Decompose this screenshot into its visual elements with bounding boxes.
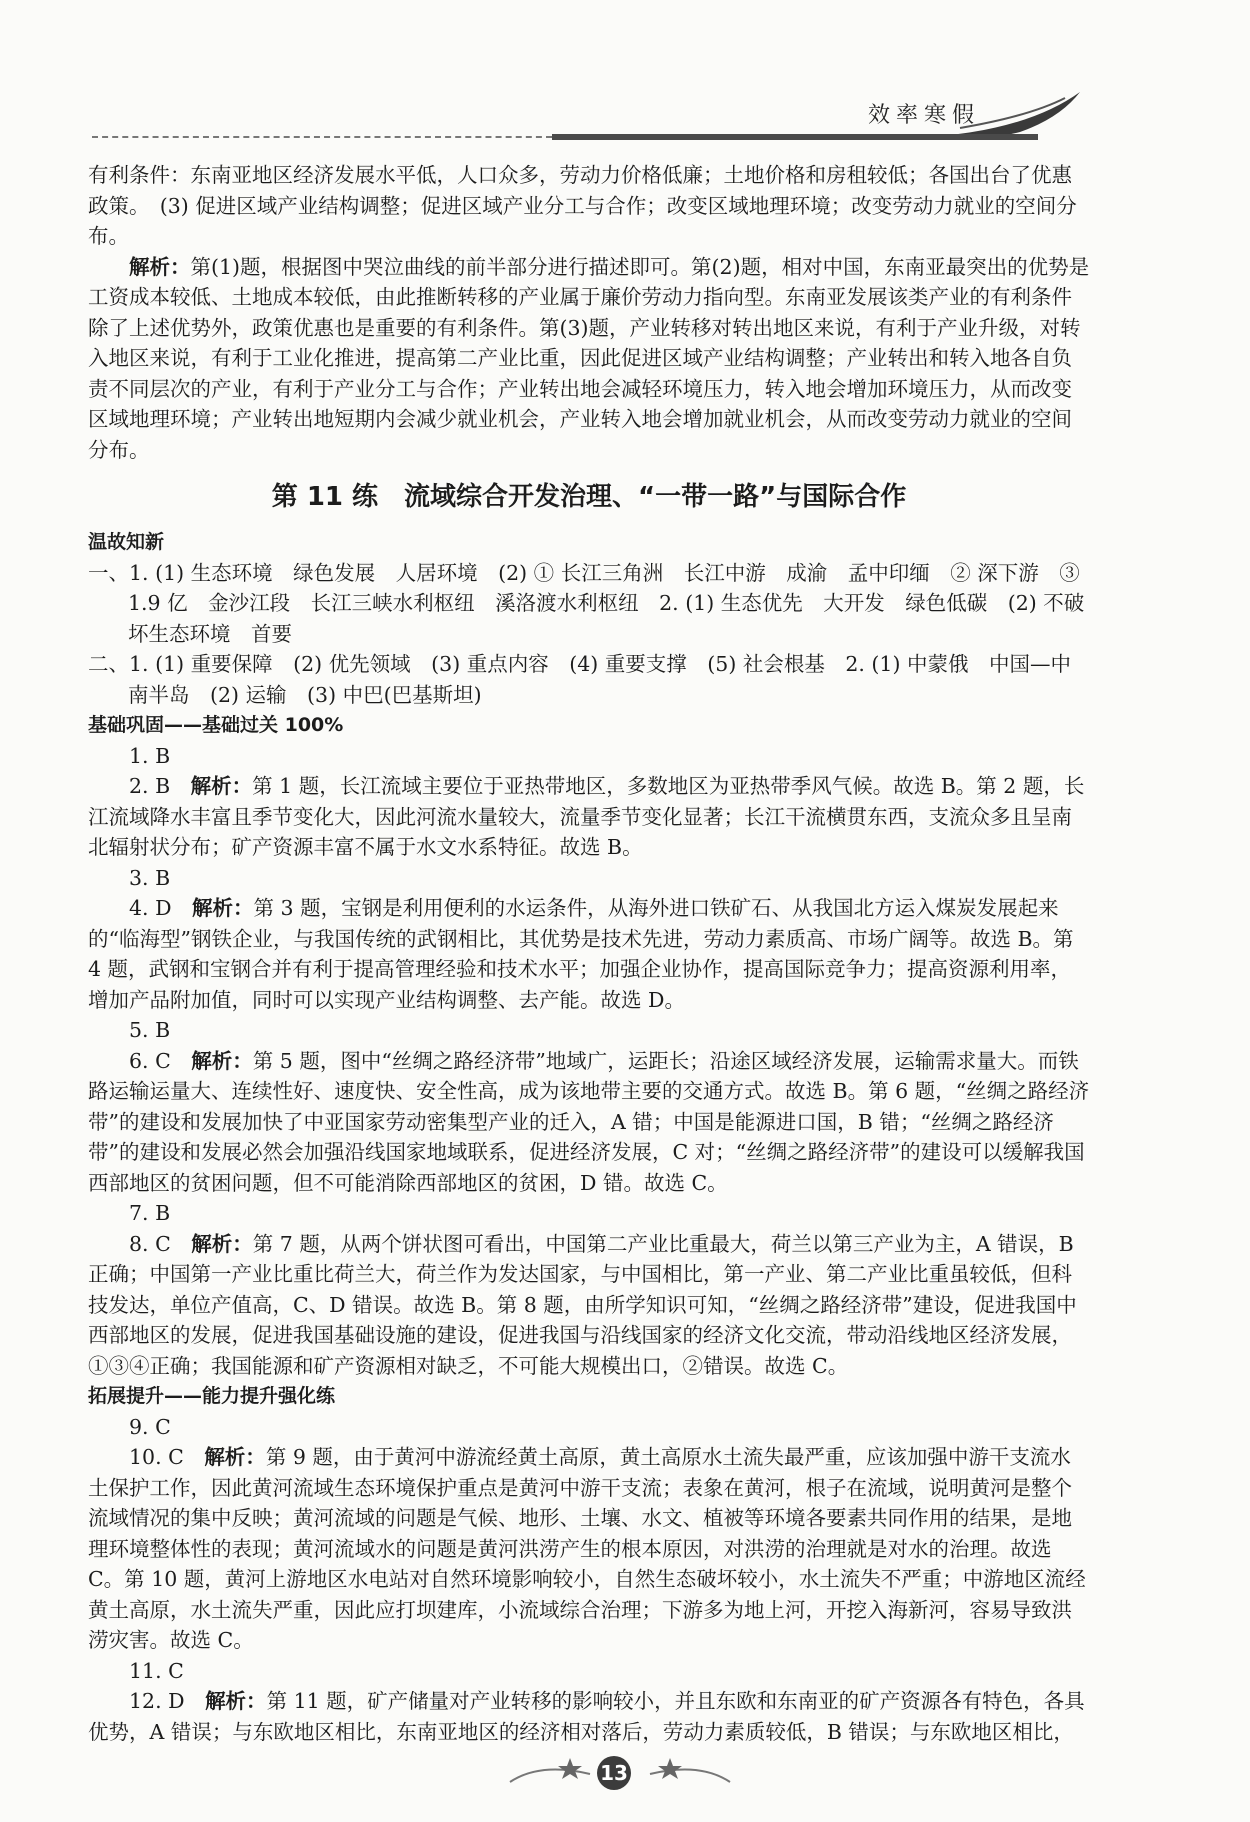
analysis-label: 解析：: [129, 254, 191, 279]
answer-number: 4. D: [129, 896, 172, 920]
page-footer: [500, 1752, 740, 1796]
analysis-label: 解析：: [190, 774, 253, 798]
review-part-2: 二、1. (1) 重要保障 (2) 优先领域 (3) 重点内容 (4) 重要支撑 (5) 社会根基 2. (1) 中蒙俄 中国—中南半岛 (2) 运输 (3) 中巴(巴基斯坦): [88, 652, 1071, 707]
answer-number: 11. C: [129, 1658, 184, 1683]
answer-number: 2. B: [129, 774, 171, 798]
extend-heading: 拓展提升——能力提升强化练: [88, 1385, 336, 1407]
answer-number: 8. C: [129, 1231, 171, 1256]
answer-item-a2: [88, 771, 1090, 863]
header-solid-rule: [552, 134, 1038, 140]
analysis-text: 第 7 题，从两个饼状图可看出，中国第二产业比重最大，荷兰以第三产业为主，A 错误，B 正确；中国第一产业比重比荷兰大，荷兰作为发达国家，与中国相比，第一产业、第二产业比重虽较低，但科技发达，单位产值高，C、D 错误。故选 B。第 8 题，由所学知识可知，“丝绸之路经济带”建设，促进我国中西部地区的发展，促进我国基础设施的建设，促进我国与沿线国家的经济文化交流，带动沿线地区经济发展，①③④正确；我国能源和矿产资源相对缺乏，不可能大规模出口，②错误。故选 C。: [88, 1231, 1077, 1378]
analysis-label: 解析：: [191, 1048, 253, 1073]
answers-basic-list: [88, 741, 1090, 1382]
analysis-label: 解析：: [204, 1445, 266, 1469]
analysis-text: 第(1)题，根据图中哭泣曲线的前半部分进行描述即可。第(2)题，相对中国，东南亚最突出的优势是工资成本较低、土地成本较低，由此推断转移的产业属于廉价劳动力指向型。东南亚发展该类产业的有利条件除了上述优势外，政策优惠也是重要的有利条件。第(3)题，产业转移对转出地区来说，有利于产业升级，对转入地区来说，有利于工业化推进，提高第二产业比重，因此促进区域产业结构调整；产业转出和转入地各自负责不同层次的产业，有利于产业分工与合作；产业转出地会减轻环境压力，转入地会增加环境压力，从而改变区域地理环境；产业转出地短期内会减少就业机会，产业转入地会增加就业机会，从而改变劳动力就业的空间分布。: [88, 254, 1090, 462]
analysis-text: 第 5 题，图中“丝绸之路经济带”地域广，运距长；沿途区域经济发展，运输需求量大。而铁路运输运量大、连续性好、速度快、安全性高，成为该地带主要的交通方式。故选 B。第 6 题，“丝绸之路经济带”的建设和发展加快了中亚国家劳动密集型产业的迁入，A 错；中国是能源进口国，B 错；“丝绸之路经济带”的建设和发展必然会加强沿线国家地域联系，促进经济发展，C 对；“丝绸之路经济带”的建设可以缓解我国西部地区的贫困问题，但不可能消除西部地区的贫困，D 错。故选 C。: [88, 1048, 1090, 1195]
answer-number: 10. C: [129, 1445, 184, 1469]
analysis-text: 第 9 题，由于黄河中游流经黄土高原，黄土高原水土流失最严重，应该加强中游干支流水土保护工作，因此黄河流域生态环境保护重点是黄河中游干支流；表象在黄河，根子在流域，说明黄河是整个流域情况的集中反映；黄河流域的问题是气候、地形、土壤、水文、植被等环境各要素共同作用的结果，是地理环境整体性的表现；黄河流域水的问题是黄河洪涝产生的根本原因，对洪涝的治理就是对水的治理。故选 C。第 10 题，黄河上游地区水电站对自然环境影响较小，自然生态破坏较小，水土流失不严重；中游地区流经黄土高原，水土流失严重，因此应打坝建库，小流域综合治理；下游多为地上河，开挖入海新河，容易导致洪涝灾害。故选 C。: [88, 1445, 1086, 1652]
answer-item-a5: [88, 1015, 1090, 1046]
analysis-text: 第 3 题，宝钢是利用便利的水运条件，从海外进口铁矿石、从我国北方运入煤炭发展起来的“临海型”钢铁企业，与我国传统的武钢相比，其优势是技术先进，劳动力素质高、市场广阔等。故选 B。第 4 题，武钢和宝钢合并有利于提高管理经验和技术水平；加强企业协作，提高国际竞争力；提高资源利用率，增加产品附加值，同时可以实现产业结构调整、去产能。故选 D。: [88, 896, 1074, 1012]
answer-item-a11: [88, 1656, 1090, 1687]
basic-heading: 基础巩固——基础过关 100%: [88, 714, 344, 736]
answer-number: 9. C: [129, 1414, 171, 1439]
section-title: 第 11 练 流域综合开发治理、“一带一路”与国际合作: [271, 482, 907, 512]
answer-number: 1. B: [129, 743, 171, 768]
answer-number: 5. B: [129, 1018, 171, 1042]
top-paragraph: 有利条件：东南亚地区经济发展水平低，人口众多，劳动力价格低廉；土地价格和房租较低；各国出台了优惠政策。 (3) 促进区域产业结构调整；促进区域产业分工与合作；改变区域地理环境；改变劳动力就业的空间分布。: [88, 163, 1077, 248]
answer-number: 3. B: [129, 865, 171, 890]
answer-item-a1: [88, 741, 1090, 772]
header-dashed-rule: [92, 136, 552, 138]
answer-item-a12: [88, 1686, 1090, 1747]
answer-item-a4: [88, 893, 1090, 1015]
top-analysis: [88, 252, 1090, 466]
answer-item-a6: [88, 1046, 1090, 1199]
main-content: [88, 160, 1090, 1747]
review-heading: 温故知新: [88, 531, 165, 553]
answer-number: 12. D: [129, 1689, 185, 1713]
answer-item-a10: [88, 1442, 1090, 1656]
answer-number: 6. C: [129, 1048, 171, 1073]
answer-item-a3: [88, 863, 1090, 894]
answer-item-a7: [88, 1198, 1090, 1229]
analysis-text: 第 11 题，矿产储量对产业转移的影响较小，并且东欧和东南亚的矿产资源各有特色，各具优势，A 错误；与东欧地区相比，东南亚地区的经济相对落后，劳动力素质较低，B 错误；与东欧地区相比，: [88, 1689, 1085, 1744]
answer-item-a8: [88, 1229, 1090, 1382]
answer-number: 7. B: [129, 1201, 171, 1225]
header-brand: 效率寒假: [868, 103, 981, 128]
page-number: 13: [597, 1756, 631, 1790]
answers-extend-list: [88, 1412, 1090, 1748]
analysis-label: 解析：: [191, 1231, 253, 1256]
analysis-label: 解析：: [205, 1689, 267, 1713]
answer-item-a9: [88, 1412, 1090, 1443]
analysis-label: 解析：: [192, 896, 254, 920]
review-part-1: 一、1. (1) 生态环境 绿色发展 人居环境 (2) ① 长江三角洲 长江中游 成渝 孟中印缅 ② 深下游 ③ 1.9 亿 金沙江段 长江三峡水利枢纽 溪洛渡水利枢纽 2. (1) 生态优先 大开发 绿色低碳 (2) 不破坏生态环境 首要: [88, 560, 1085, 646]
analysis-text: 第 1 题，长江流域主要位于亚热带地区，多数地区为亚热带季风气候。故选 B。第 2 题，长江流域降水丰富且季节变化大，因此河流水量较大，流量季节变化显著；长江干流横贯东西，支流众多且呈南北辐射状分布；矿产资源丰富不属于水文水系特征。故选 B。: [88, 774, 1085, 859]
